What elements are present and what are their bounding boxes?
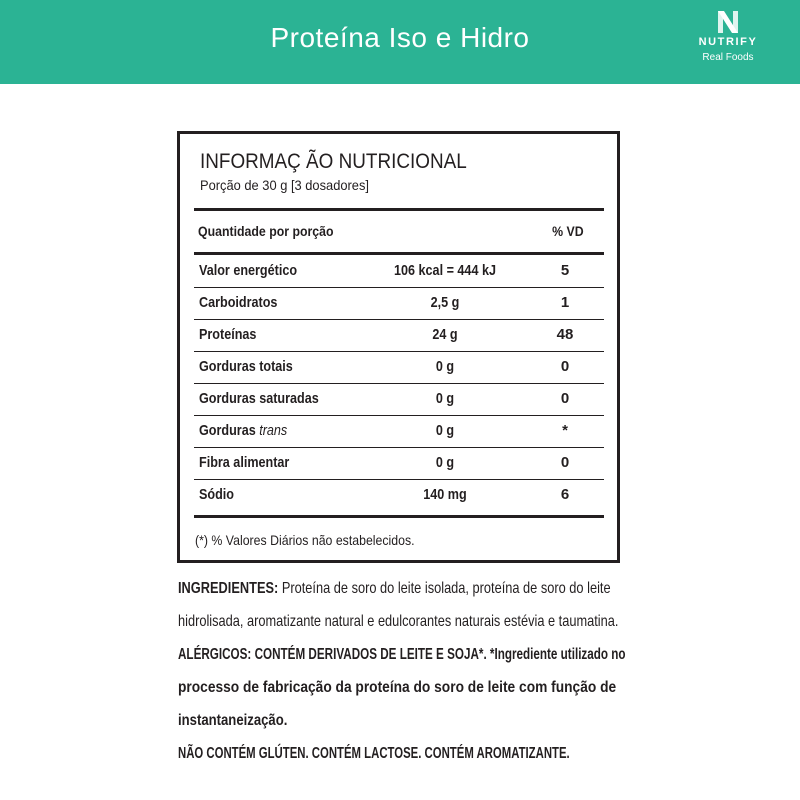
portion-size: Porção de 30 g [3 dosadores] bbox=[200, 177, 369, 193]
nutrient-name: Valor energético bbox=[199, 262, 298, 279]
nutrient-amount: 106 kcal = 444 kJ bbox=[394, 262, 496, 279]
nutrient-name: Gorduras totais bbox=[199, 358, 293, 375]
nutrient-row bbox=[180, 448, 617, 480]
nutrient-vd: 0 bbox=[560, 390, 570, 407]
nutrient-vd: 5 bbox=[560, 262, 570, 279]
nutrient-vd: 0 bbox=[560, 358, 570, 375]
warning-text: NÃO CONTÉM GLÚTEN. CONTÉM LACTOSE. CONTÉM AROMATIZANTE. bbox=[178, 745, 570, 762]
nutrient-row bbox=[180, 480, 617, 512]
nutrient-vd: 1 bbox=[560, 294, 570, 311]
header-vd: % VD bbox=[552, 223, 584, 239]
nutrient-vd: * bbox=[562, 422, 568, 439]
nutrient-name: Fibra alimentar bbox=[199, 454, 290, 471]
divider bbox=[194, 515, 604, 518]
page-title: Proteína Iso e Hidro bbox=[270, 22, 530, 53]
nutrient-name: Sódio bbox=[199, 486, 235, 503]
nutrient-vd: 6 bbox=[560, 486, 570, 503]
nutrient-row bbox=[180, 384, 617, 416]
nutrient-vd: 48 bbox=[556, 326, 574, 343]
nutrient-row bbox=[180, 256, 617, 288]
nutrient-name: Gorduras trans bbox=[199, 422, 288, 439]
header-quantity: Quantidade por porção bbox=[198, 223, 334, 239]
nutrient-row bbox=[180, 288, 617, 320]
nutrient-amount: 24 g bbox=[432, 326, 458, 343]
nutrition-title: INFORMAÇ ÃO NUTRICIONAL bbox=[200, 150, 467, 173]
ingredients-section bbox=[178, 572, 624, 770]
brand-name: NUTRIFY bbox=[698, 36, 758, 48]
ingredients-line bbox=[178, 572, 611, 605]
allergens-line: ALÉRGICOS: CONTÉM DERIVADOS DE LEITE E SOJA*. *Ingrediente utilizado no bbox=[178, 646, 626, 663]
nutrient-vd: 0 bbox=[560, 454, 570, 471]
nutrient-amount: 0 g bbox=[435, 358, 455, 375]
nutrient-name: Gorduras saturadas bbox=[199, 390, 319, 407]
nutrient-name: Proteínas bbox=[199, 326, 257, 343]
nutrient-amount: 0 g bbox=[435, 454, 455, 471]
nutrient-amount: 2,5 g bbox=[430, 294, 460, 311]
footnote: (*) % Valores Diários não estabelecidos. bbox=[195, 532, 415, 548]
nutrify-logo-icon bbox=[717, 10, 739, 34]
brand-logo bbox=[680, 10, 776, 76]
nutrient-row bbox=[180, 352, 617, 384]
nutrition-facts-panel bbox=[177, 131, 620, 563]
nutrient-name-italic: trans bbox=[259, 422, 288, 439]
nutrient-row bbox=[180, 416, 617, 448]
allergens-line: processo de fabricação da proteína do soro de leite com função de bbox=[178, 679, 617, 696]
nutrient-row bbox=[180, 320, 617, 352]
ingredients-label: INGREDIENTES: bbox=[178, 580, 279, 597]
brand-tagline: Real Foods bbox=[702, 52, 754, 63]
ingredients-text: Proteína de soro do leite isolada, proteína de soro do leite bbox=[278, 580, 611, 597]
divider bbox=[194, 252, 604, 255]
divider bbox=[194, 208, 604, 211]
header-bar bbox=[0, 0, 800, 84]
allergens-line: instantaneização. bbox=[178, 712, 288, 729]
ingredients-line: hidrolisada, aromatizante natural e edulcorantes naturais estévia e taumatina. bbox=[178, 613, 619, 630]
nutrient-amount: 0 g bbox=[435, 422, 455, 439]
nutrient-amount: 0 g bbox=[435, 390, 455, 407]
nutrient-name: Carboidratos bbox=[199, 294, 278, 311]
nutrient-amount: 140 mg bbox=[423, 486, 467, 503]
